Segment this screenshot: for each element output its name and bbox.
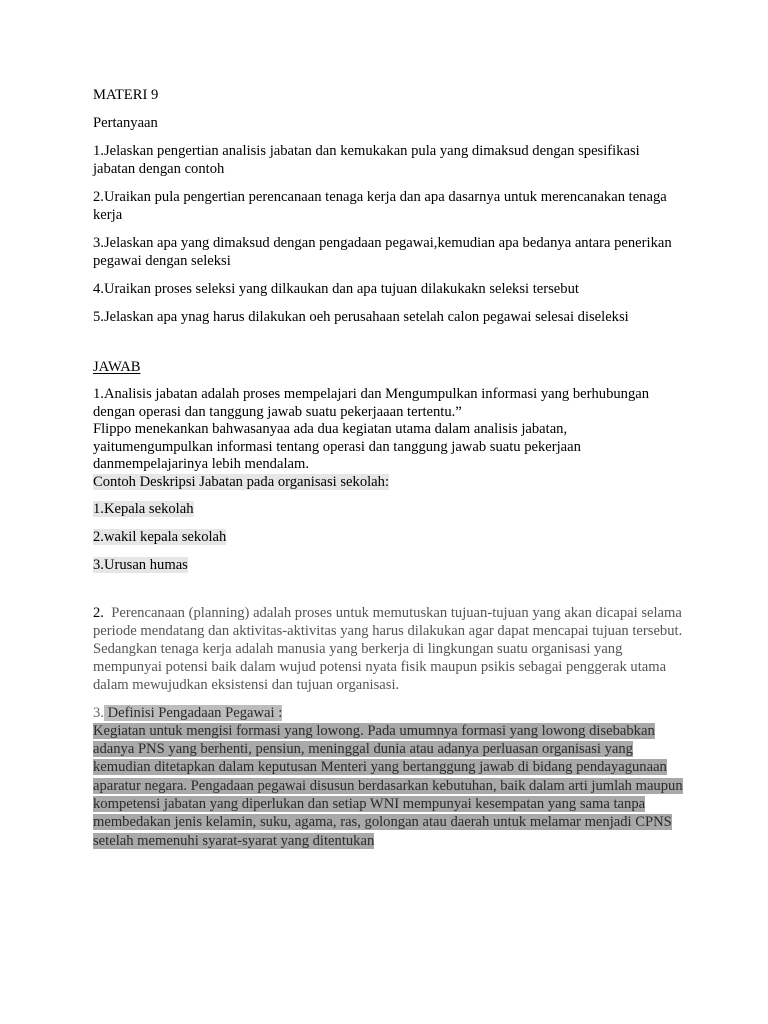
question-item: 1.Jelaskan pengertian analisis jabatan dan kemukakan pula yang dimaksud dengan spesifikasi jabatan dengan contoh [93, 143, 640, 177]
answer-2 [93, 604, 683, 694]
answer-1-definition: 1.Analisis jabatan adalah proses mempelajari dan Mengumpulkan informasi yang berhubungan dengan operasi dan tanggung jawab suatu pekerjaaan tertentu.” [93, 386, 650, 420]
example-item: 2.wakil kepala sekolah [93, 528, 227, 545]
answer-3 [93, 704, 683, 850]
questions-list [93, 142, 683, 326]
question-item: 4.Uraikan proses seleksi yang dilkaukan dan apa tujuan dilakukakn seleksi tersebut [93, 281, 579, 297]
document-page [93, 86, 683, 850]
example-item: 3.Urusan humas [93, 556, 188, 573]
example-item: 1.Kepala sekolah [93, 500, 194, 517]
example-list [93, 500, 683, 574]
question-item: 3.Jelaskan apa yang dimaksud dengan pengadaan pegawai,kemudian apa bedanya antara penerikan pegawai dengan seleksi [93, 235, 672, 269]
questions-heading: Pertanyaan [93, 115, 158, 131]
question-item: 5.Jelaskan apa ynag harus dilakukan oeh perusahaan setelah calon pegawai selesai diseleksi [93, 309, 629, 325]
answer-3-heading: Definisi Pengadaan Pegawai : [103, 704, 283, 721]
answer-2-number: 2. [93, 604, 104, 621]
answer-3-text: Kegiatan untuk mengisi formasi yang lowong. Pada umumnya formasi yang lowong disebabkan adanya PNS yang berhenti, pensiun, meninggal dunia atau adanya perluasan organisasi yang kemudian ditetapkan dalam keputusan Menteri yang bertanggung jawab di bidang pendayagunaan aparatur negara. Pengadaan pegawai disusun berdasarkan kebutuhan, baik dalam arti jumlah maupun kompetensi jabatan yang diperlukan dan setiap WNI mempunyai kesempatan yang sama tanpa membedakan jenis kelamin, suku, agama, ras, golongan atau daerah untuk melamar menjadi CPNS setelah memenuhi syarat-syarat yang ditentukan [93, 722, 683, 849]
answer-1 [93, 386, 683, 574]
document-title: MATERI 9 [93, 87, 159, 103]
answer-2-text: Perencanaan (planning) adalah proses untuk memutuskan tujuan-tujuan yang akan dicapai selama periode mendatang dan aktivitas-aktivitas yang harus dilakukan agar dapat mencapai tujuan tersebut. Sedangkan tenaga kerja adalah manusia yang berkerja di lingkungan suatu organisasi yang mempunyai potensi baik dalam wujud potensi nyata fisik maupun psikis sebagai penggerak utama dalam mewujudkan eksistensi dan tujuan organisasi. [93, 604, 683, 693]
question-item: 2.Uraikan pula pengertian perencanaan tenaga kerja dan apa dasarnya untuk merencanakan tenaga kerja [93, 189, 667, 223]
answer-1-example-heading: Contoh Deskripsi Jabatan pada organisasi sekolah: [93, 473, 390, 490]
answer-1-flippo: Flippo menekankan bahwasanyaa ada dua kegiatan utama dalam analisis jabatan, yaitumengumpulkan informasi tentang operasi dan tanggung jawab suatu pekerjaan danmempelajarinya lebih mendalam. [93, 421, 581, 473]
answers-heading: JAWAB [93, 359, 141, 375]
answer-3-number: 3. [93, 704, 104, 721]
